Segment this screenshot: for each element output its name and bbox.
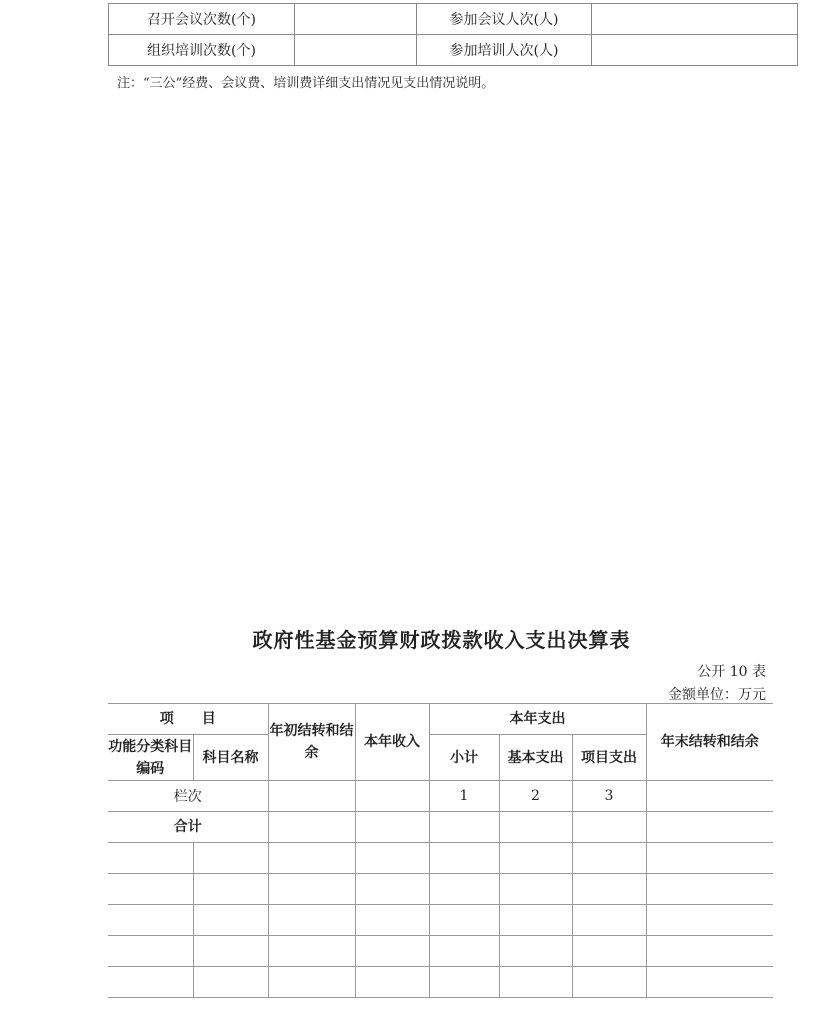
table-row [108,967,773,998]
table-row [109,4,798,35]
end-balance-header: 年末结转和结余 [646,704,773,781]
table-cell [572,843,646,874]
amount-unit: 金额单位：万元 [668,687,766,703]
table-cell [355,905,429,936]
table-cell [572,967,646,998]
total-row [108,812,773,843]
table-cell [429,967,499,998]
training-count-label: 组织培训次数(个) [109,35,295,66]
table-cell [646,936,773,967]
table-cell [572,936,646,967]
table-cell [108,874,193,905]
table-row [108,843,773,874]
project-expense-header: 项目支出 [572,735,646,781]
expense-header: 本年支出 [429,704,646,735]
table-cell [268,781,355,812]
meeting-training-table [108,3,798,66]
table-cell [355,967,429,998]
table-cell [193,843,268,874]
table-cell [268,967,355,998]
table-cell [646,812,773,843]
meeting-attendees-label: 参加会议人次(人) [417,4,592,35]
table-cell [355,812,429,843]
table-row [109,35,798,66]
training-attendees-value [592,35,798,66]
table-cell [646,843,773,874]
table-cell [429,936,499,967]
col-number-1: 1 [429,781,499,812]
table-cell [108,936,193,967]
table-cell [193,874,268,905]
table-cell [268,905,355,936]
table-cell [355,936,429,967]
table-cell [499,936,572,967]
basic-expense-header: 基本支出 [499,735,572,781]
table-cell [572,812,646,843]
table-cell [268,843,355,874]
table-cell [193,936,268,967]
table-cell [499,905,572,936]
table-row [108,905,773,936]
table-cell [268,936,355,967]
table-cell [108,905,193,936]
table-cell [646,967,773,998]
table-cell [499,812,572,843]
fund-budget-table [108,703,773,998]
table-cell [646,874,773,905]
table-cell [193,967,268,998]
meeting-attendees-value [592,4,798,35]
meeting-count-value [295,4,417,35]
table-cell [429,874,499,905]
col-number-3: 3 [572,781,646,812]
table-code: 公开 10 表 [697,664,766,680]
table-cell [108,967,193,998]
table-row [108,936,773,967]
table-cell [499,967,572,998]
income-header: 本年收入 [355,704,429,781]
training-attendees-label: 参加培训人次(人) [417,35,592,66]
header-row [108,704,773,735]
table-cell [572,874,646,905]
begin-balance-header: 年初结转和结余 [268,704,355,781]
table-cell [355,843,429,874]
total-label: 合计 [108,812,268,843]
table-cell [268,812,355,843]
table-cell [268,874,355,905]
func-code-header: 功能分类科目编码 [108,735,193,781]
table-row [108,874,773,905]
col-label: 栏次 [108,781,268,812]
subject-name-header: 科目名称 [193,735,268,781]
table-cell [499,843,572,874]
project-header: 项 目 [108,704,268,735]
table-cell [429,812,499,843]
table-cell [646,781,773,812]
table-cell [355,874,429,905]
footnote: 注：“三公”经费、会议费、培训费详细支出情况见支出情况说明。 [117,76,495,91]
column-number-row [108,781,773,812]
meeting-count-label: 召开会议次数(个) [109,4,295,35]
subtotal-header: 小计 [429,735,499,781]
page-title: 政府性基金预算财政拨款收入支出决算表 [252,628,631,652]
table-cell [193,905,268,936]
col-number-2: 2 [499,781,572,812]
table-cell [429,905,499,936]
table-cell [646,905,773,936]
table-cell [429,843,499,874]
table-cell [499,874,572,905]
table-cell [355,781,429,812]
table-cell [572,905,646,936]
training-count-value [295,35,417,66]
table-cell [108,843,193,874]
